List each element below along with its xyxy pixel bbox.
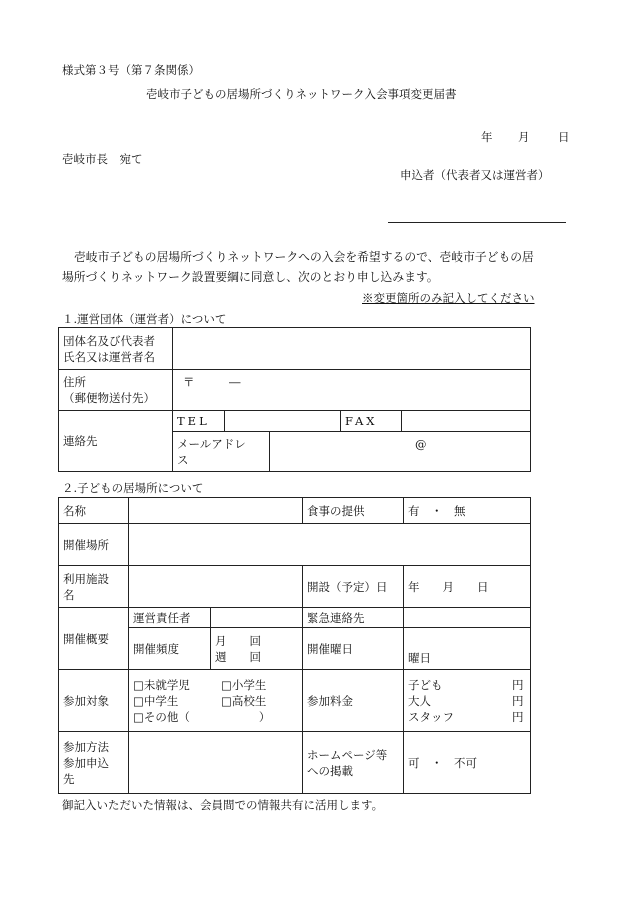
email-label: メールアドレ ス [173,432,270,472]
intro-line-1: 壱岐市子どもの居場所づくりネットワークへの入会を希望するので、壱岐市子どもの居 [74,250,534,264]
org-name-label: 団体名及び代表者 氏名又は運営者名 [59,328,173,370]
date-month: 月 [518,130,530,144]
emergency-field[interactable] [404,608,531,628]
section2-heading: ２.子どもの居場所について [62,481,204,495]
section1-heading: １.運営団体（運営者）について [62,312,227,326]
footer-note: 御記入いただいた情報は、会員間での情報共有に活用します。 [62,798,384,812]
operator-table [58,327,531,472]
target-label: 参加対象 [59,670,129,732]
facility-label: 利用施設 名 [59,566,129,608]
check-junior-high[interactable]: □中学生 [133,693,179,708]
org-name-field[interactable] [173,328,531,370]
fax-label: FAX [341,411,402,432]
form-title: 壱岐市子どもの居場所づくりネットワーク入会事項変更届書 [146,87,457,101]
homepage-label: ホームページ等 への掲載 [303,732,404,794]
check-preschool[interactable]: □未就学児 [133,677,190,692]
method-field[interactable] [129,732,303,794]
venue-label: 開催場所 [59,524,129,566]
open-date-field[interactable]: 年 月 日 [404,566,531,608]
name-field[interactable] [129,498,303,524]
postal-mark: 〒 ― [183,375,241,389]
tel-label: TEL [173,411,225,432]
tel-field[interactable] [225,411,341,432]
weekday-field[interactable]: 曜日 [404,628,531,670]
emergency-label: 緊急連絡先 [303,608,404,628]
intro-line-2: 場所づくりネットワーク設置要綱に同意し、次のとおり申し込みます。 [62,270,439,284]
address-label: 住所 （郵便物送付先） [59,370,173,411]
form-number: 様式第３号（第７条関係） [62,63,200,77]
frequency-field[interactable]: 月 回 週 回 [211,628,303,670]
meal-options[interactable]: 有 ・ 無 [404,498,531,524]
name-label: 名称 [59,498,129,524]
fee-fields[interactable]: 子ども 円 大人 円 スタッフ 円 [404,670,531,732]
weekday-label: 開催曜日 [303,628,404,670]
check-other[interactable]: □その他（ ） [133,709,271,724]
date-day: 日 [558,130,570,144]
venue-table [58,497,531,794]
fax-field[interactable] [402,411,531,432]
meal-label: 食事の提供 [303,498,404,524]
manager-field[interactable] [211,608,303,628]
open-date-label: 開設（予定）日 [303,566,404,608]
date-year: 年 [481,130,493,144]
change-note: ※変更箇所のみ記入してください [362,291,535,305]
addressee: 壱岐市長 宛て [62,152,143,166]
overview-label: 開催概要 [59,608,129,670]
check-elementary[interactable]: □小学生 [221,677,267,692]
venue-field[interactable] [129,524,531,566]
check-high-school[interactable]: □高校生 [221,693,267,708]
email-field[interactable] [270,432,531,472]
homepage-options[interactable]: 可 ・ 不可 [404,732,531,794]
target-options[interactable] [129,670,303,732]
signature-line[interactable] [388,222,566,223]
applicant-label: 申込者（代表者又は運営者） [400,168,550,182]
email-at: @ [415,437,427,451]
contact-label: 連絡先 [59,411,173,472]
method-label: 参加方法 参加申込 先 [59,732,129,794]
frequency-label: 開催頻度 [129,628,211,670]
fee-label: 参加料金 [303,670,404,732]
manager-label: 運営責任者 [129,608,211,628]
address-field[interactable] [173,370,531,411]
facility-field[interactable] [129,566,303,608]
